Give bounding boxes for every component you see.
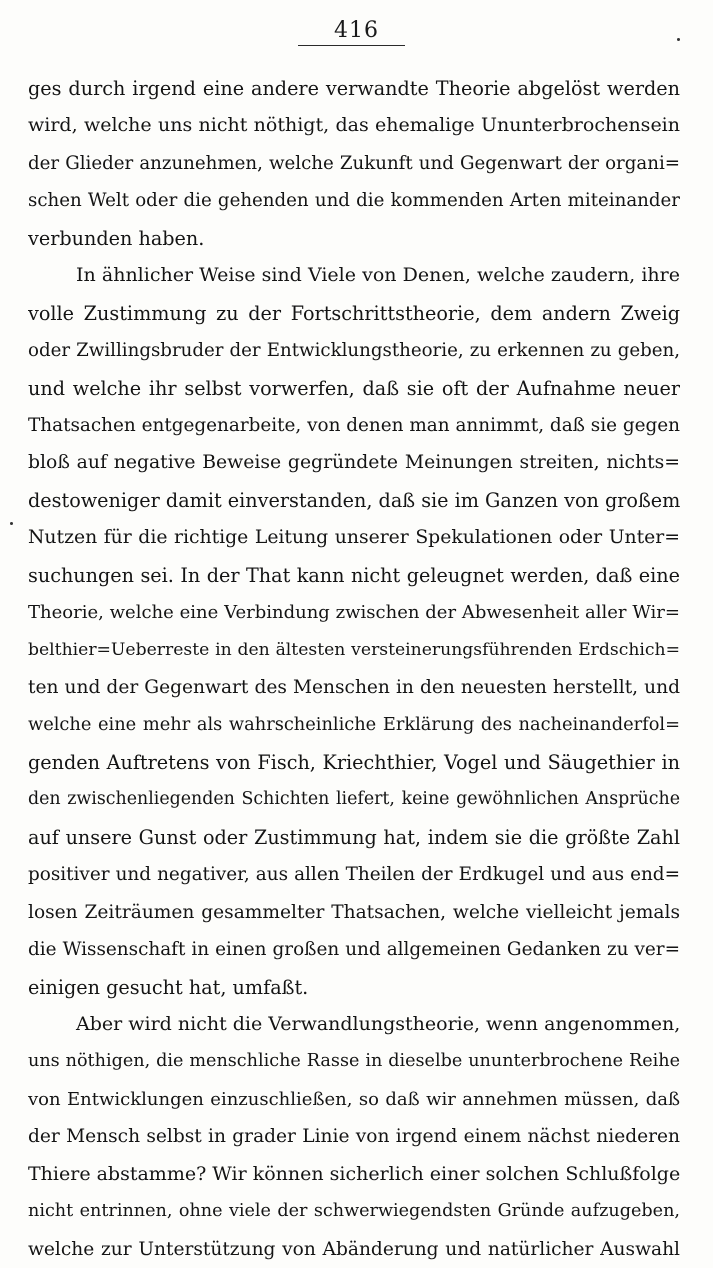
text-line: welche zur Unterstützung von Abänderung und natürlicher Auswahl: [28, 1238, 680, 1260]
print-speck: [677, 38, 680, 41]
text-line: verbunden haben.: [28, 226, 205, 250]
text-line: Aber wird nicht die Verwandlungstheorie, wenn angenommen,: [76, 1012, 680, 1035]
text-line: der Glieder anzunehmen, welche Zukunft und Gegenwart der organi=: [28, 152, 680, 174]
text-line: der Mensch selbst in grader Linie von irgend einem nächst niederen: [28, 1126, 680, 1148]
text-line: suchungen sei. In der That kann nicht geleugnet werden, daß eine: [28, 563, 680, 587]
page-number-rule: [298, 45, 405, 46]
text-line: einigen gesucht hat, umfaßt.: [28, 975, 309, 999]
text-line: wird, welche uns nicht nöthigt, das ehemalige Ununterbrochensein: [28, 114, 680, 137]
text-line: Thatsachen entgegenarbeite, von denen man annimmt, daß sie gegen: [28, 414, 680, 436]
text-line: destoweniger damit einverstanden, daß sie im Ganzen von großem: [28, 488, 680, 512]
text-line: belthier=Ueberreste in den ältesten versteinerungsführenden Erdschich=: [28, 639, 680, 660]
body-text: [28, 70, 680, 1268]
page-number: 416: [334, 18, 379, 43]
text-line: losen Zeiträumen gesammelter Thatsachen, welche vielleicht jemals: [28, 901, 680, 923]
text-line: In ähnlicher Weise sind Viele von Denen, welche zaudern, ihre: [76, 264, 680, 287]
text-line: nicht entrinnen, ohne viele der schwerwiegendsten Gründe aufzugeben,: [28, 1201, 680, 1222]
text-line: Nutzen für die richtige Leitung unserer Spekulationen oder Unter=: [28, 527, 680, 549]
text-line: volle Zustimmung zu der Fortschrittstheorie, dem andern Zweig: [28, 301, 680, 325]
text-line: Thiere abstamme? Wir können sicherlich einer solchen Schlußfolge: [28, 1162, 680, 1185]
text-line: ges durch irgend eine andere verwandte Theorie abgelöst werden: [28, 77, 680, 100]
text-line: uns nöthigen, die menschliche Rasse in dieselbe ununterbrochene Reihe: [28, 1051, 680, 1072]
text-line: und welche ihr selbst vorwerfen, daß sie oft der Aufnahme neuer: [28, 376, 680, 400]
text-line: positiver und negativer, aus allen Theilen der Erdkugel und aus end=: [28, 864, 680, 886]
text-line: den zwischenliegenden Schichten liefert, keine gewöhnlichen Ansprüche: [28, 789, 680, 810]
text-line: von Entwicklungen einzuschließen, so daß wir annehmen müssen, daß: [28, 1088, 680, 1110]
text-line: bloß auf negative Beweise gegründete Meinungen streiten, nichts=: [28, 452, 680, 474]
text-line: schen Welt oder die gehenden und die kommenden Arten miteinander: [28, 190, 680, 212]
text-line: welche eine mehr als wahrscheinliche Erklärung des nacheinanderfol=: [28, 714, 680, 736]
text-line: Theorie, welche eine Verbindung zwischen der Abwesenheit aller Wir=: [28, 602, 680, 624]
text-line: oder Zwillingsbruder der Entwicklungstheorie, zu erkennen zu geben,: [28, 340, 680, 362]
text-line: auf unsere Gunst oder Zustimmung hat, indem sie die größte Zahl: [28, 825, 680, 849]
text-line: die Wissenschaft in einen großen und allgemeinen Gedanken zu ver=: [28, 939, 680, 961]
text-line: ten und der Gegenwart des Menschen in den neuesten herstellt, und: [28, 677, 680, 698]
text-line: genden Auftretens von Fisch, Kriechthier, Vogel und Säugethier in: [28, 750, 680, 774]
print-speck: [10, 522, 13, 525]
